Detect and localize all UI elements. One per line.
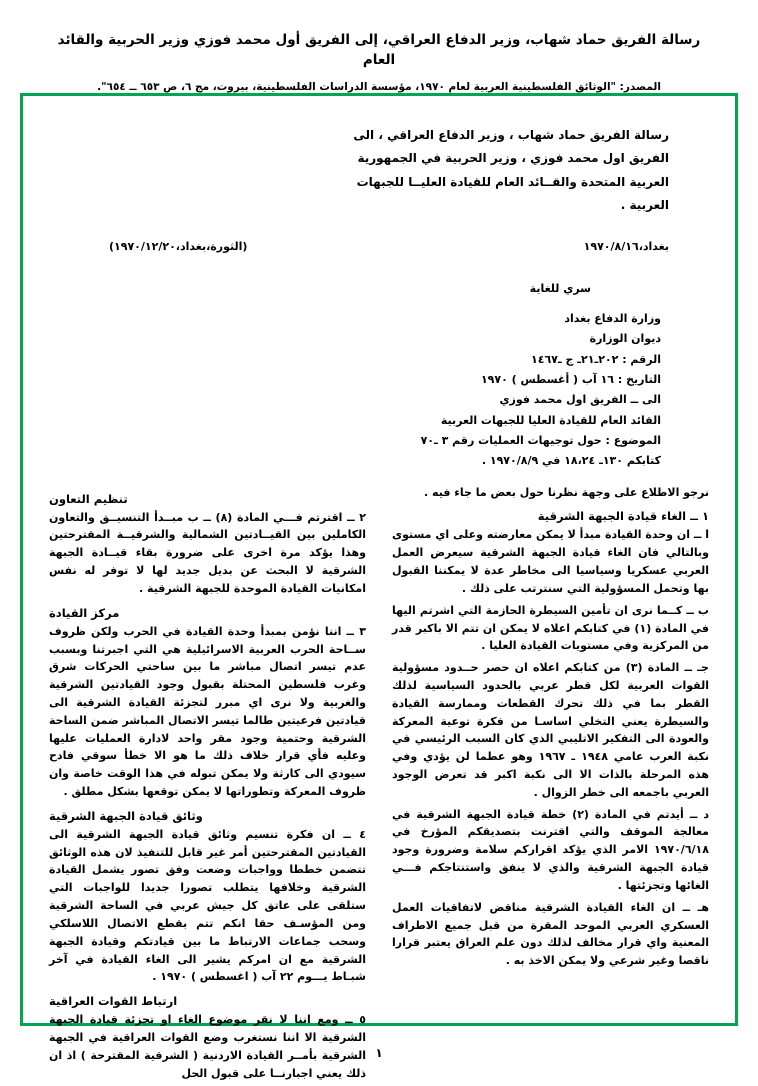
letterhead-block [49,279,661,472]
section-heading-abolition: ١ ــ الغاء قيادة الجبهة الشرقية [537,509,709,524]
paragraph-command-center: ٣ ــ اننا نؤمن بمبدأ وحدة القيادة في الحرب ولكن ظروف ســاحة الحرب العربية الاسرائيلية هي التي اجبرتنا وبسبب عدم تيسر اتصال مباشر ما بين ساحتي الحركات شرق وغرب فلسطين المحتلة بقبول وجود القيادتين الشرقية والغربية ولا نرى اي مبرر لتجزئة القيادة الشرقية الى قيادتين فرعيتين طالما تيسر الاتصال المباشر ضمن الساحة الشرقية وحتمية وجود مقر واحد لادارة العمليات عليها وعليه فأي قرار خلاف ذلك ما هو الا خطأ سوقي فادح سيودي الى كارثة ولا يمكن تبوله في هذا الوقت خاصة وان ظروف المعركة وتطوراتها لا يمكن توقعها بشكل مطلق . [49,624,366,799]
column-right [392,484,709,1086]
section-heading-cooperation: تنظيم التعاون [49,491,128,506]
section-heading-command-center: مركز القيادة [49,605,120,620]
classification-label: سري للغاية [529,281,591,295]
paragraph-e: هـ ــ ان الغاء القيادة الشرقية مناقض لاتفاقيات العمل العسكري العربي الموحد المقرة من قبل جميع الاطراف المعنية واي قرار مخالف لذلك دون علم العراق يعتبر قرارا ناقصا وغير شرعي ولا يمكن الاخذ به . [392,900,709,968]
body-columns [49,484,709,1086]
frame-content [23,96,735,1080]
source-citation: المصدر: "الوثائق الفلسطينية العربية لعام ١٩٧٠، مؤسسة الدراسات الفلسطينية، بيروت، مج ٦، ص ٦٥٣ ــ ٦٥٤". [97,80,661,93]
paragraph-cooperation: ٢ ــ اقترتم فـــي المادة (٨) ــ ب مبــدأ التنسيــق والتعاون الكاملين بين القيــادتين الشمالية والشرقيــة المقترحتين وهذا يؤكد مرة اخرى على ضرورة بقاء قيــادة الجبهة الشرقية لا البحث عن بديل جديد لها لا توفر له نفس امكانيات القيادة الموحدة للجبهة الشرقية . [49,510,366,595]
letter-title [199,124,669,218]
ministry-line-8: كتابكم ١٣٠ـ ١٨،٢٤ في ١٩٧٠/٨/٩ . [481,454,661,468]
ministry-line-2: ديوان الوزارة [589,332,661,346]
publication-reference: (الثورة،بغداد،١٩٧٠/١٢/٢٠) [109,239,248,253]
document-header [0,0,758,94]
ministry-line-1: وزارة الدفاع بغداد [564,311,661,325]
intro-paragraph: نرجو الاطلاع على وجهة نظرنا حول بعض ما جاء فيه . [424,485,709,499]
letter-title-line-1: رسالة الفريق حماد شهاب ، وزير الدفاع العراقي ، الى [353,128,669,142]
paragraph-d: د ــ أيدتم في المادة (٢) خطة قيادة الجبهة الشرقية في معالجة الموقف والتي اقترنت بتصديقكم المؤرخ في ١٩٧٠/٦/١٨ الامر الذي يؤكد اقراركم سلامة وضرورة وجود قيادة الجبهة الشرقية والذي لا ينفق واستنتاجكم فـــي الغائها وتجزئتها . [392,807,709,892]
paragraph-c: جـ ــ المادة (٣) من كتابكم اعلاه ان حصر حــدود مسؤولية القوات العربية لكل قطر عربي بالحدود السياسية لذلك القطر بما في ذلك تحرك القطعات وممارسة القيادة والسيطرة يعني التخلي اساسـا من فكرة توعية المعركة والعودة الى التفكير الاتليبي الذي كان السبب الرئيسي في نكبة العرب عامي ١٩٤٨ ـ ١٩٦٧ وهو عطما لن يؤدي وفي هذه المرحلة بالذات الا الى نكبة اكبر قد تعرض الوجود العربي باجمعه الى خطر الزوال . [392,661,709,799]
letter-date: بغداد،١٩٧٠/٨/١٦ [583,239,669,253]
ministry-line-3: الرقم : ٢٠٢ـ٢١ـ ج ـ١٤٦٧ [531,352,661,366]
green-border-frame [20,93,738,1080]
page-title: رسالة الفريق حماد شهاب، وزير الدفاع العراقي، إلى الفريق أول محمد فوزي وزير الحربية والقائد العام [57,32,701,69]
paragraph-iraqi-forces-link: ٥ ــ ومع اننا لا نقر موضوع الغاء او تجزئة قيادة الجبهة الشرقية الا اننا نستغرب وضع القوات العراقية في الجبهة الشرقية بأمــر القيادة الاردنية ( الشرقية المقترحة ) اذ ان ذلك يعني اجبارنــا على قبول الحل [49,1013,366,1080]
paragraph-eastern-front-docs: ٤ ــ ان فكرة تنسيم وثائق قيادة الجبهة الشرقية الى القيادتين المقترحتين أمر غير قابل للتنفيذ لان هذه الوثائق تتضمن خططا وواجبات وضعت وفق تصور يشمل القيادة الشرقية وخلافها يتطلب تصورا جديدا للواجبات التي ستلقى على عاتق كل جيش عربي في الساحة الشرقية ومن المؤسـف حقا انكم تتم بقطع الاتصال اللاسلكي وسحب جماعات الارتباط ما بين قيادتكم وقيادة الجبهة الشرقية مع ان امركم يشير الى الغاء القيادة في آخر شبـاط يـــوم ٢٢ آب ( اغسطس ) ١٩٧٠ . [49,827,366,984]
column-left [49,484,366,1086]
page-number: ١ [375,1046,383,1060]
ministry-line-7: الموضوع : حول توجيهات العمليات رقم ٣ ـ٧٠ [420,433,661,447]
ministry-line-5: الى ــ الفريق اول محمد فوزي [499,393,661,407]
section-heading-iraqi-forces-link: ارتباط القوات العراقية [49,994,178,1009]
letter-title-line-3: العربية المتحدة والقــائد العام للقيادة العليــا للجبهات [356,174,669,189]
letter-title-line-2: الفريق اول محمد فوزي ، وزير الحربية في الجمهورية [357,151,669,166]
paragraph-b: ب ــ كــما نرى ان تأمين السيطرة الحازمة التي اشرتم اليها في المادة (١) في كتابكم اعلاه لا يمكن ان تتم الا باكبر قدر من المركزية وفي مستويات القيادة العليا . [392,603,710,653]
section-heading-eastern-front-docs: وثائق قيادة الجبهة الشرقية [49,808,203,823]
date-line [109,240,669,253]
ministry-line-4: التاريخ : ١٦ آب ( أغسطس ) ١٩٧٠ [480,372,661,386]
letter-title-line-4: العربية . [620,198,669,213]
paragraph-a: ا ــ ان وحدة القيادة مبدأ لا يمكن معارضته وعلى اي مستوى وبالتالي فان الغاء قيادة الجبهة الشرقية سيعرض العمل العربي عسكريا وسياسيا الى مخاطر عدة لا يمكننا القبول بها وتحمل المسؤولية التي سنترتب على ذلك . [392,528,709,595]
ministry-line-6: القائد العام للقيادة العليا للجبهات العربية [440,413,661,427]
ministry-lines [49,309,661,472]
